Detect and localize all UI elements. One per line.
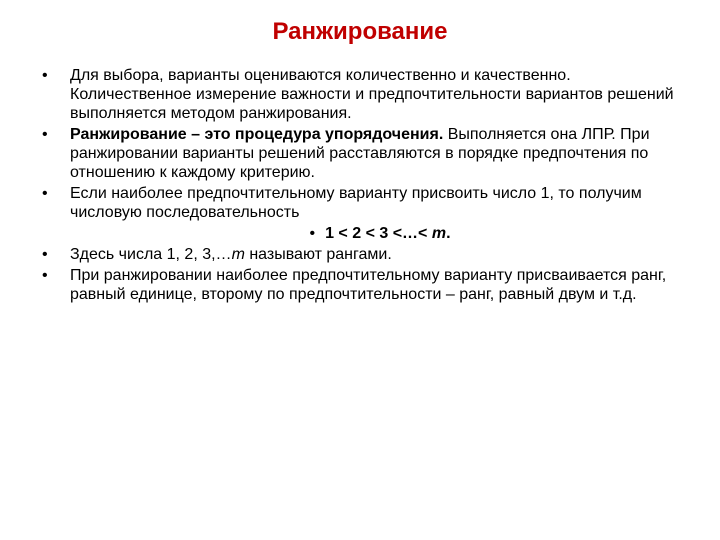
bullet-item-5 [40,266,690,304]
formula-part: 1 [325,225,339,242]
bullet-text: При ранжировании наиболее предпочтительному варианту присваивается ранг, равный единице, второму по предпочтительности – ранг, равный двум и т.д. [70,267,667,303]
bullet-item-4 [40,245,690,264]
formula-variable-m: m [427,225,447,242]
formula-line [70,224,690,243]
bullet-text: Если наиболее предпочтительному варианту присвоить число 1, то получим числовую последовательность [70,185,642,221]
bullet-text: Здесь числа 1, 2, 3,… [70,246,232,263]
bullet-dot: • [309,225,316,242]
formula-end: . [446,225,451,242]
bullet-dot: • [42,126,48,143]
variable-m: m [231,246,245,263]
less-than-symbol: < [338,225,348,242]
bullet-text: называют рангами. [244,246,392,263]
bullet-item-2 [40,125,690,182]
bullet-item-3 [40,184,690,222]
bullet-list [40,66,690,306]
formula-part: 2 [347,225,366,242]
slide-title: Ранжирование [272,18,448,45]
bullet-item-1 [40,66,690,123]
less-than-symbol: < [365,225,375,242]
bullet-text: Выполняется она ЛПР. При ранжировании варианты решений расставляются в порядке предпочтения по отношению к каждому критерию. [70,126,650,181]
less-than-symbol: < [418,225,428,242]
bullet-bold-definition: Ранжирование – это процедура упорядочения. [70,126,444,143]
bullet-dot: • [42,185,48,202]
formula-part: 3 <… [374,225,419,242]
bullet-dot: • [42,267,48,284]
bullet-text: Для выбора, варианты оцениваются количественно и качественно. Количественное измерение важности и предпочтительности вариантов решений выполняется методом ранжирования. [70,67,674,122]
bullet-dot: • [42,246,48,263]
bullet-dot: • [42,67,48,84]
